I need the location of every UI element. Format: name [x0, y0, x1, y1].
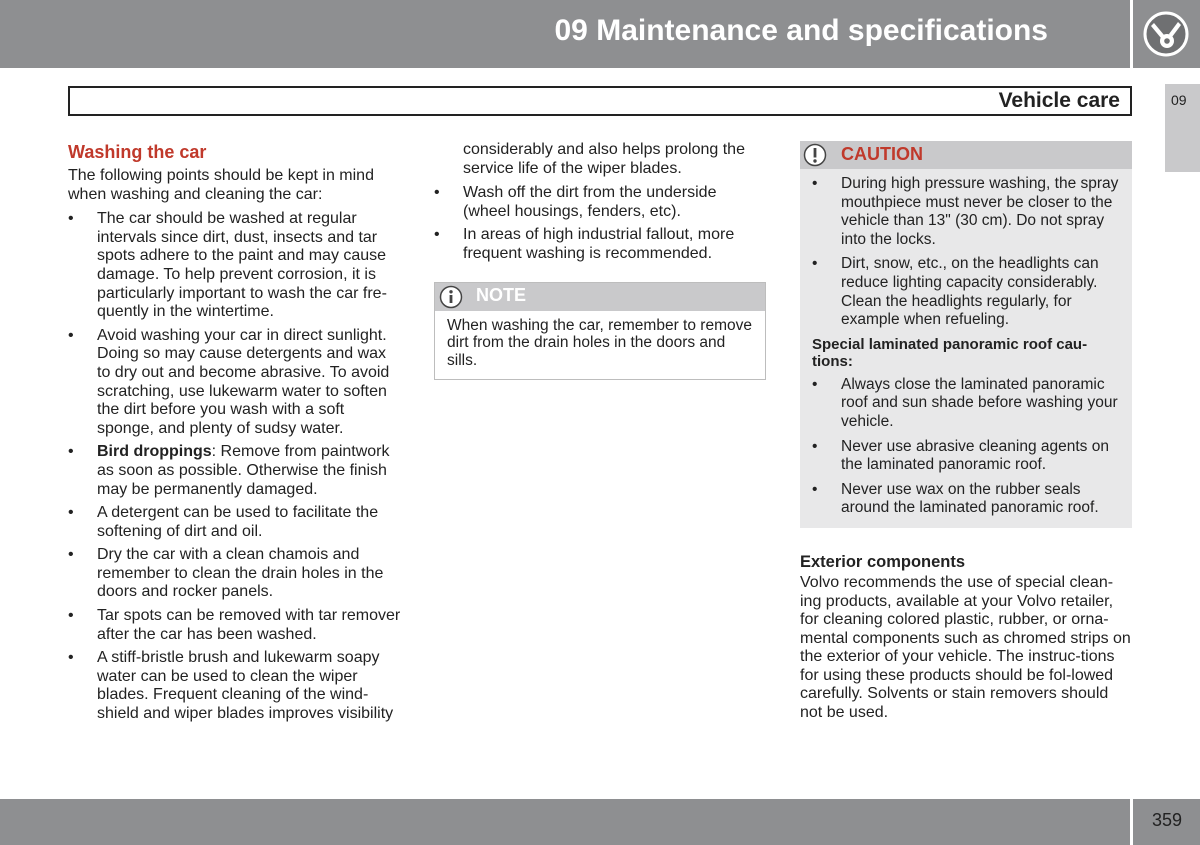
caution-box [800, 141, 1132, 528]
chapter-icon-box [1133, 0, 1200, 68]
note-header [435, 283, 765, 311]
page-number-box [1133, 799, 1200, 845]
roof-subheading: Special laminated panoramic roof cau-tions: [812, 335, 1088, 370]
caution-header [800, 141, 1132, 169]
list-item: • Tar spots can be removed with tar remover after the car has been washed. [68, 607, 402, 644]
continuation-text: considerably and also helps prolong the service life of the wiper blades. [463, 141, 745, 177]
washing-list [68, 210, 402, 723]
list-item: • In areas of high industrial fallout, more frequent washing is recommended. [434, 226, 766, 263]
exclamation-icon [803, 143, 827, 167]
list-item: • Avoid washing your car in direct sunlight. Doing so may cause detergents and wax to dry out and become abrasive. To avoid scratching, use lukewarm water to soften the dirt before you wash with a soft sponge, and plenty of sudsy water. [68, 327, 402, 439]
list-item: • Dry the car with a clean chamois and remember to clean the drain holes in the doors and rocker panels. [68, 546, 402, 602]
wrench-gear-icon [1142, 10, 1190, 58]
list-item: • Always close the laminated panoramic roof and sun shade before washing your vehicle. [812, 376, 1120, 432]
page-number: 359 [1151, 810, 1182, 830]
note-title: NOTE [476, 284, 527, 305]
chapter-title: 09 Maintenance and specifications [554, 14, 1048, 47]
section-title: Vehicle care [998, 89, 1120, 112]
note-box [434, 282, 766, 381]
continued-list [434, 184, 766, 263]
info-icon [439, 285, 463, 309]
header-bar [0, 0, 1130, 68]
note-text: When washing the car, remember to remove dirt from the drain holes in the doors and sills. [447, 316, 752, 369]
list-item: • The car should be washed at regular intervals since dirt, dust, insects and tar spots adhere to the paint and may cause damage. To help prevent corrosion, it is particularly important to wash the car fre-quently in the wintertime. [68, 210, 402, 322]
list-item: • Never use wax on the rubber seals around the laminated panoramic roof. [812, 481, 1120, 518]
caution-list [812, 175, 1120, 330]
list-item: • A stiff-bristle brush and lukewarm soapy water can be used to clean the wiper blades. Frequent cleaning of the wind-shield and wiper blades improves visibility [68, 649, 402, 723]
section-title-bar [68, 86, 1132, 116]
list-item: • Dirt, snow, etc., on the headlights can reduce lighting capacity considerably. Clean the headlights regularly, for example when refueling. [812, 255, 1120, 329]
roof-list [812, 376, 1120, 518]
chapter-tab [1165, 84, 1200, 172]
exterior-heading: Exterior components [800, 552, 966, 571]
washing-intro: The following points should be kept in mind when washing and cleaning the car: [68, 167, 374, 203]
list-item: • Wash off the dirt from the underside (wheel housings, fenders, etc). [434, 184, 766, 221]
list-item: • Never use abrasive cleaning agents on the laminated panoramic roof. [812, 438, 1120, 475]
caution-body [800, 169, 1132, 518]
column-caution [800, 141, 1132, 723]
bird-droppings-bold: Bird droppings [97, 443, 212, 461]
caution-title: CAUTION [841, 144, 923, 164]
column-washing [68, 141, 402, 729]
chapter-tab-label: 09 [1171, 92, 1187, 108]
footer-bar [0, 799, 1130, 845]
column-continued [434, 141, 766, 380]
list-item: • A detergent can be used to facilitate the softening of dirt and oil. [68, 504, 402, 541]
washing-heading: Washing the car [68, 142, 207, 162]
list-item [68, 443, 402, 499]
bird-droppings-text: : Remove from paintwork as soon as possible. Otherwise the finish may be permanently damaged. [97, 443, 390, 498]
exterior-text: Volvo recommends the use of special clean-ing products, available at your Volvo retailer, for cleaning colored plastic, rubber, or orna-mental components such as chromed strips on the exterior of your vehicle. The instruc-tions for using these products should be fol-lowed carefully. Solvents or stain removers should not be used. [800, 573, 1131, 722]
list-item: • During high pressure washing, the spray mouthpiece must never be closer to the vehicle than 13" (30 cm). Do not spray into the locks. [812, 175, 1120, 249]
